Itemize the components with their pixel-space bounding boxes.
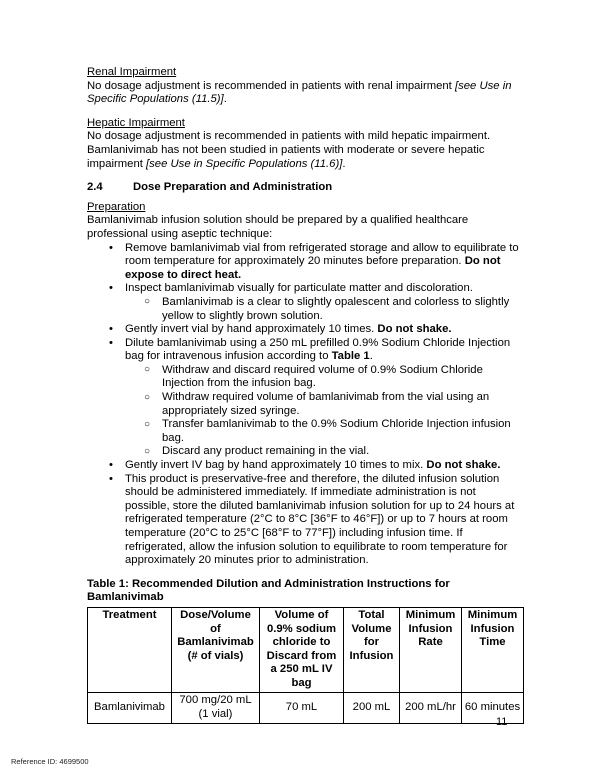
step-text-invert-vial — [125, 323, 452, 335]
list-item — [125, 364, 523, 391]
renal-text-citation: [see Use in Specific Populations (11.5)] — [87, 79, 512, 106]
dilute-sublist — [125, 364, 523, 459]
cell-infusion-time: 60 minutes — [462, 692, 524, 723]
list-item — [125, 418, 523, 445]
table-header-row — [88, 607, 524, 692]
bullet-marker-icon: • — [109, 459, 113, 472]
dilution-administration-table — [87, 607, 524, 724]
step-text-plain: Remove bamlanivimab vial from refrigerated storage and allow to equilibrate to room temperature for approximately 20 minutes before preparation. — [125, 241, 519, 268]
step-text-invert-bag — [125, 459, 500, 471]
preparation-steps-list — [87, 242, 523, 568]
column-header-dose-volume: Dose/Volume of Bamlanivimab (# of vials) — [172, 607, 260, 692]
bullet-marker-icon: • — [109, 472, 113, 485]
renal-impairment-text — [87, 80, 523, 107]
step-text-period: . — [369, 350, 373, 363]
bullet-marker-icon: • — [109, 323, 113, 336]
step-text-plain: Gently invert IV bag by hand approximately 10 times to mix. — [125, 459, 427, 472]
hollow-bullet-marker-icon: ○ — [144, 445, 151, 457]
reference-id-footer: Reference ID: 4699500 — [11, 757, 89, 766]
cell-treatment: Bamlanivimab — [88, 692, 172, 723]
column-header-infusion-rate: Minimum Infusion Rate — [400, 607, 462, 692]
page-number: 11 — [496, 716, 508, 728]
substep-text-withdraw-bamlanivimab: Withdraw required volume of bamlanivimab from the vial using an appropriately sized syringe. — [162, 391, 490, 417]
step-text-emphasis: Do not shake. — [377, 323, 452, 336]
section-title: Dose Preparation and Administration — [133, 181, 333, 194]
substep-text-transfer: Transfer bamlanivimab to the 0.9% Sodium Chloride Injection infusion bag. — [162, 418, 511, 444]
hepatic-text-period: . — [342, 157, 346, 170]
table-caption: Table 1: Recommended Dilution and Administration Instructions for Bamlanivimab — [87, 577, 450, 604]
hollow-bullet-marker-icon: ○ — [144, 364, 151, 376]
renal-impairment-heading: Renal Impairment — [87, 66, 177, 78]
hepatic-impairment-heading: Hepatic Impairment — [87, 116, 185, 129]
cell-infusion-rate: 200 mL/hr — [400, 692, 462, 723]
section-number: 2.4 — [87, 181, 103, 194]
step-text-remove-vial — [125, 242, 519, 281]
renal-text-period: . — [223, 93, 227, 106]
hollow-bullet-marker-icon: ○ — [144, 418, 151, 430]
substep-text-appearance: Bamlanivimab is a clear to slightly opalescent and colorless to slightly yellow to slightly brown solution. — [162, 295, 510, 322]
step-text-storage: This product is preservative-free and therefore, the diluted infusion solution should be administered immediately. If immediate administration is not possible, store the diluted bamlanivimab infusion solution for up to 24 hours at refrigerated temperature (2°C to 8°C [36°F to 46°F]) or up to 7 hours at room temperature (20°C to 25°C [68°F to 77°F]) including infusion time. If refrigerated, allow the infusion solution to equilibrate to room temperature for approximately 20 minutes prior to administration. — [125, 472, 515, 567]
cell-discard-volume: 70 mL — [260, 692, 344, 723]
list-item — [87, 242, 523, 283]
cell-total-volume: 200 mL — [344, 692, 400, 723]
hollow-bullet-marker-icon: ○ — [144, 391, 151, 403]
step-text-inspect: Inspect bamlanivimab visually for particulate matter and discoloration. — [125, 282, 473, 295]
inspect-sublist — [125, 296, 523, 323]
spacer — [87, 568, 523, 578]
table-reference: Table 1 — [331, 350, 370, 363]
step-text-plain: Gently invert vial by hand approximately 10 times. — [125, 323, 378, 336]
preparation-heading: Preparation — [87, 200, 146, 213]
table-row — [88, 692, 524, 723]
list-item — [87, 323, 523, 337]
page-content — [87, 66, 523, 724]
list-item — [125, 391, 523, 418]
renal-text-plain: No dosage adjustment is recommended in patients with renal impairment — [87, 79, 455, 92]
preparation-intro: Bamlanivimab infusion solution should be prepared by a qualified healthcare professional using aseptic technique: — [87, 214, 469, 240]
cell-dose-volume: 700 mg/20 mL (1 vial) — [172, 692, 260, 723]
list-item — [87, 337, 523, 459]
substep-text-discard-remaining: Discard any product remaining in the vial. — [162, 445, 370, 458]
list-item — [87, 473, 523, 568]
bullet-marker-icon: • — [109, 282, 113, 295]
list-item — [87, 282, 523, 323]
bullet-marker-icon: • — [109, 336, 113, 349]
substep-text-withdraw-discard: Withdraw and discard required volume of 0.9% Sodium Chloride Injection from the infusion bag. — [162, 363, 483, 390]
column-header-discard-volume: Volume of 0.9% sodium chloride to Discard from a 250 mL IV bag — [260, 607, 344, 692]
list-item — [87, 459, 523, 473]
spacer — [87, 107, 523, 117]
list-item — [125, 445, 523, 459]
step-text-emphasis: Do not expose to direct heat. — [125, 255, 501, 281]
hollow-bullet-marker-icon: ○ — [144, 296, 151, 308]
column-header-infusion-time: Minimum Infusion Time — [462, 607, 524, 692]
hepatic-impairment-text — [87, 130, 523, 171]
column-header-treatment: Treatment — [88, 607, 172, 692]
step-text-plain: Dilute bamlanivimab using a 250 mL prefilled 0.9% Sodium Chloride Injection bag for intravenous infusion according to — [125, 336, 511, 363]
bullet-marker-icon: • — [109, 241, 113, 254]
column-header-total-volume: Total Volume for Infusion — [344, 607, 400, 692]
hepatic-text-plain: No dosage adjustment is recommended in patients with mild hepatic impairment. Bamlanivimab has not been studied in patients with moderate or severe hepatic impairment — [87, 130, 491, 170]
hepatic-text-citation: [see Use in Specific Populations (11.6)] — [146, 157, 343, 170]
spacer — [87, 171, 523, 181]
step-text-dilute — [125, 337, 510, 363]
section-heading-2-4 — [87, 181, 523, 195]
list-item — [125, 296, 523, 323]
step-text-emphasis: Do not shake. — [426, 459, 501, 472]
